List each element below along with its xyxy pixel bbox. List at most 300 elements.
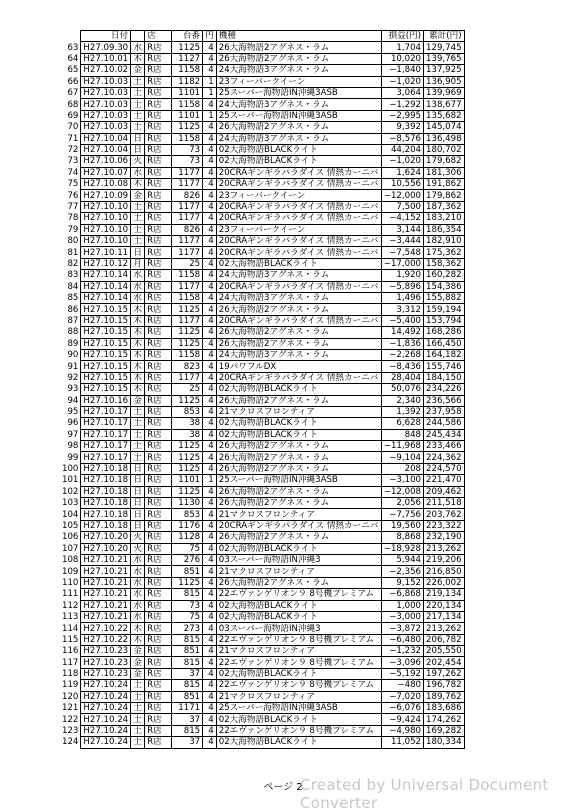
weekday-cell: 日	[131, 498, 145, 509]
model-cell: 20CRAギンギラパラダイス 情熱カーニバ	[216, 247, 381, 258]
store-cell: R店	[145, 543, 172, 554]
date-cell: H27.10.22	[81, 634, 131, 645]
date-cell: H27.10.03	[81, 122, 131, 133]
weekday-cell: 金	[131, 668, 145, 679]
yen-rate-cell: 4	[203, 270, 217, 281]
profit-loss-cell: 848	[381, 429, 423, 440]
table-row	[62, 338, 464, 349]
profit-loss-cell: −5,400	[381, 315, 423, 326]
yen-rate-cell: 4	[203, 213, 217, 224]
profit-loss-cell: −3,872	[381, 623, 423, 634]
profit-loss-cell: 1,704	[381, 42, 423, 53]
yen-rate-cell: 4	[203, 338, 217, 349]
model-cell: 02大海物語BLACKライト	[216, 429, 381, 440]
profit-loss-cell: 1,496	[381, 292, 423, 303]
unit-number-cell: 1130	[172, 498, 203, 509]
profit-loss-cell: −18,928	[381, 543, 423, 554]
table-row	[62, 327, 464, 338]
cumulative-cell: 164,182	[424, 349, 465, 360]
yen-rate-cell: 4	[203, 304, 217, 315]
store-cell: R店	[145, 486, 172, 497]
store-cell: R店	[145, 327, 172, 338]
table-row	[62, 554, 464, 565]
profit-loss-cell: −7,548	[381, 247, 423, 258]
yen-rate-cell: 4	[203, 122, 217, 133]
model-cell: 26大海物語2アグネス・ラム	[216, 304, 381, 315]
profit-loss-cell: 10,556	[381, 179, 423, 190]
model-cell: 02大海物語BLACKライト	[216, 156, 381, 167]
profit-loss-cell: −6,480	[381, 634, 423, 645]
row-number: 69	[62, 110, 81, 121]
unit-number-cell: 815	[172, 589, 203, 600]
cumulative-cell: 129,745	[424, 42, 465, 53]
row-number: 120	[62, 691, 81, 702]
model-cell: 22エヴァンゲリオン９ 8号機プレミアム	[216, 589, 381, 600]
model-cell: 25スーパー海物語IN沖縄3ASB	[216, 110, 381, 121]
table-row	[62, 315, 464, 326]
cumulative-cell: 186,354	[424, 224, 465, 235]
profit-loss-cell: −6,076	[381, 703, 423, 714]
store-cell: R店	[145, 714, 172, 725]
cumulative-cell: 183,686	[424, 703, 465, 714]
profit-loss-cell: −1,232	[381, 646, 423, 657]
profit-loss-cell: 1,920	[381, 270, 423, 281]
store-cell: R店	[145, 53, 172, 64]
yen-rate-cell: 4	[203, 725, 217, 736]
row-number: 82	[62, 258, 81, 269]
unit-number-cell: 37	[172, 668, 203, 679]
row-number: 118	[62, 668, 81, 679]
header-unit-number: 台番	[172, 31, 203, 42]
header-row-number	[62, 31, 81, 42]
profit-loss-cell: −4,980	[381, 725, 423, 736]
table-row	[62, 99, 464, 110]
weekday-cell: 水	[131, 577, 145, 588]
header-store: 店	[145, 31, 172, 42]
row-number: 124	[62, 737, 81, 748]
date-cell: H27.10.15	[81, 315, 131, 326]
store-cell: R店	[145, 190, 172, 201]
model-cell: 02大海物語BLACKライト	[216, 600, 381, 611]
table-row	[62, 634, 464, 645]
row-number: 111	[62, 589, 81, 600]
unit-number-cell: 1177	[172, 315, 203, 326]
unit-number-cell: 276	[172, 554, 203, 565]
row-number: 95	[62, 406, 81, 417]
profit-loss-cell: −1,292	[381, 99, 423, 110]
unit-number-cell: 853	[172, 406, 203, 417]
row-number: 91	[62, 361, 81, 372]
cumulative-cell: 216,850	[424, 566, 465, 577]
unit-number-cell: 815	[172, 657, 203, 668]
date-cell: H27.10.21	[81, 577, 131, 588]
row-number: 105	[62, 520, 81, 531]
row-number: 115	[62, 634, 81, 645]
cumulative-cell: 154,386	[424, 281, 465, 292]
cumulative-cell: 180,334	[424, 737, 465, 748]
weekday-cell: 日	[131, 509, 145, 520]
cumulative-cell: 189,762	[424, 691, 465, 702]
weekday-cell: 水	[131, 589, 145, 600]
unit-number-cell: 1158	[172, 349, 203, 360]
cumulative-cell: 202,454	[424, 657, 465, 668]
date-cell: H27.10.08	[81, 179, 131, 190]
unit-number-cell: 815	[172, 634, 203, 645]
table-row	[62, 589, 464, 600]
profit-loss-cell: −7,756	[381, 509, 423, 520]
model-cell: 20CRAギンギラパラダイス 情熱カーニバ	[216, 179, 381, 190]
row-number: 110	[62, 577, 81, 588]
store-cell: R店	[145, 361, 172, 372]
store-cell: R店	[145, 680, 172, 691]
weekday-cell: 日	[131, 520, 145, 531]
yen-rate-cell: 4	[203, 634, 217, 645]
date-cell: H27.10.15	[81, 384, 131, 395]
weekday-cell: 土	[131, 87, 145, 98]
date-cell: H27.10.16	[81, 395, 131, 406]
weekday-cell: 水	[131, 611, 145, 622]
unit-number-cell: 1177	[172, 213, 203, 224]
row-number: 117	[62, 657, 81, 668]
yen-rate-cell: 1	[203, 87, 217, 98]
table-row	[62, 498, 464, 509]
unit-number-cell: 1125	[172, 452, 203, 463]
profit-loss-cell: 3,064	[381, 87, 423, 98]
table-row	[62, 304, 464, 315]
cumulative-cell: 196,782	[424, 680, 465, 691]
weekday-cell: 水	[131, 42, 145, 53]
table-row	[62, 395, 464, 406]
store-cell: R店	[145, 520, 172, 531]
date-cell: H27.10.14	[81, 270, 131, 281]
yen-rate-cell: 4	[203, 611, 217, 622]
model-cell: 26大海物語2アグネス・ラム	[216, 327, 381, 338]
date-cell: H27.10.02	[81, 65, 131, 76]
cumulative-cell: 197,262	[424, 668, 465, 679]
cumulative-cell: 169,282	[424, 725, 465, 736]
unit-number-cell: 1127	[172, 53, 203, 64]
model-cell: 22エヴァンゲリオン９ 8号機プレミアム	[216, 634, 381, 645]
row-number: 90	[62, 349, 81, 360]
model-cell: 20CRAギンギラパラダイス 情熱カーニバ	[216, 201, 381, 212]
table-row	[62, 53, 464, 64]
unit-number-cell: 1177	[172, 281, 203, 292]
yen-rate-cell: 4	[203, 486, 217, 497]
profit-loss-cell: 208	[381, 463, 423, 474]
row-number: 78	[62, 213, 81, 224]
date-cell: H27.10.24	[81, 691, 131, 702]
model-cell: 22エヴァンゲリオン９ 8号機プレミアム	[216, 657, 381, 668]
model-cell: 26大海物語2アグネス・ラム	[216, 53, 381, 64]
yen-rate-cell: 4	[203, 65, 217, 76]
model-cell: 22エヴァンゲリオン９ 8号機プレミアム	[216, 680, 381, 691]
date-cell: H27.10.11	[81, 247, 131, 258]
yen-rate-cell: 4	[203, 646, 217, 657]
store-cell: R店	[145, 65, 172, 76]
table-row	[62, 42, 464, 53]
cumulative-cell: 233,466	[424, 441, 465, 452]
profit-loss-cell: −9,104	[381, 452, 423, 463]
row-number: 94	[62, 395, 81, 406]
weekday-cell: 金	[131, 395, 145, 406]
table-row	[62, 566, 464, 577]
model-cell: 21マクロスフロンティア	[216, 566, 381, 577]
date-cell: H27.10.04	[81, 133, 131, 144]
yen-rate-cell: 4	[203, 737, 217, 748]
weekday-cell: 木	[131, 634, 145, 645]
row-number: 99	[62, 452, 81, 463]
date-cell: H27.10.10	[81, 224, 131, 235]
weekday-cell: 金	[131, 646, 145, 657]
unit-number-cell: 851	[172, 646, 203, 657]
table-row	[62, 372, 464, 383]
model-cell: 23フィーバークイーン	[216, 190, 381, 201]
date-cell: H27.10.17	[81, 418, 131, 429]
table-row	[62, 475, 464, 486]
store-cell: R店	[145, 668, 172, 679]
date-cell: H27.10.03	[81, 110, 131, 121]
cumulative-cell: 145,074	[424, 122, 465, 133]
model-cell: 02大海物語BLACKライト	[216, 144, 381, 155]
row-number: 102	[62, 486, 81, 497]
model-cell: 24大海物語3アグネス・ラム	[216, 99, 381, 110]
model-cell: 24大海物語3アグネス・ラム	[216, 270, 381, 281]
row-number: 79	[62, 224, 81, 235]
row-number: 66	[62, 76, 81, 87]
date-cell: H27.10.24	[81, 737, 131, 748]
store-cell: R店	[145, 384, 172, 395]
date-cell: H27.10.07	[81, 167, 131, 178]
row-number: 63	[62, 42, 81, 53]
date-cell: H27.10.15	[81, 349, 131, 360]
date-cell: H27.10.24	[81, 714, 131, 725]
yen-rate-cell: 4	[203, 179, 217, 190]
profit-loss-cell: 6,628	[381, 418, 423, 429]
weekday-cell: 木	[131, 53, 145, 64]
model-cell: 24大海物語3アグネス・ラム	[216, 349, 381, 360]
yen-rate-cell: 4	[203, 372, 217, 383]
profit-loss-cell: 28,404	[381, 372, 423, 383]
date-cell: H27.10.20	[81, 532, 131, 543]
table-row	[62, 725, 464, 736]
yen-rate-cell: 4	[203, 384, 217, 395]
store-cell: R店	[145, 122, 172, 133]
yen-rate-cell: 4	[203, 668, 217, 679]
store-cell: R店	[145, 691, 172, 702]
date-cell: H27.10.18	[81, 475, 131, 486]
store-cell: R店	[145, 406, 172, 417]
weekday-cell: 日	[131, 475, 145, 486]
cumulative-cell: 224,362	[424, 452, 465, 463]
weekday-cell: 火	[131, 156, 145, 167]
store-cell: R店	[145, 589, 172, 600]
cumulative-cell: 138,677	[424, 99, 465, 110]
store-cell: R店	[145, 247, 172, 258]
model-cell: 20CRAギンギラパラダイス 情熱カーニバ	[216, 213, 381, 224]
row-number: 97	[62, 429, 81, 440]
store-cell: R店	[145, 657, 172, 668]
row-number: 85	[62, 292, 81, 303]
yen-rate-cell: 4	[203, 463, 217, 474]
date-cell: H27.10.15	[81, 304, 131, 315]
weekday-cell: 水	[131, 167, 145, 178]
profit-loss-cell: −4,152	[381, 213, 423, 224]
yen-rate-cell: 4	[203, 680, 217, 691]
row-number: 107	[62, 543, 81, 554]
model-cell: 20CRAギンギラパラダイス 情熱カーニバ	[216, 315, 381, 326]
table-row	[62, 65, 464, 76]
weekday-cell: 月	[131, 258, 145, 269]
model-cell: 24大海物語3アグネス・ラム	[216, 133, 381, 144]
profit-loss-cell: 9,392	[381, 122, 423, 133]
cumulative-cell: 187,362	[424, 201, 465, 212]
cumulative-cell: 183,210	[424, 213, 465, 224]
date-cell: H27.10.15	[81, 361, 131, 372]
date-cell: H27.10.24	[81, 725, 131, 736]
store-cell: R店	[145, 600, 172, 611]
profit-loss-cell: 7,500	[381, 201, 423, 212]
cumulative-cell: 221,470	[424, 475, 465, 486]
model-cell: 20CRAギンギラパラダイス 情熱カーニバ	[216, 372, 381, 383]
row-number: 116	[62, 646, 81, 657]
date-cell: H27.10.10	[81, 236, 131, 247]
yen-rate-cell: 4	[203, 452, 217, 463]
unit-number-cell: 25	[172, 258, 203, 269]
model-cell: 26大海物語2アグネス・ラム	[216, 577, 381, 588]
store-cell: R店	[145, 87, 172, 98]
store-cell: R店	[145, 634, 172, 645]
model-cell: 02大海物語BLACKライト	[216, 737, 381, 748]
unit-number-cell: 1158	[172, 65, 203, 76]
weekday-cell: 水	[131, 566, 145, 577]
weekday-cell: 土	[131, 224, 145, 235]
yen-rate-cell: 4	[203, 247, 217, 258]
table-row	[62, 406, 464, 417]
unit-number-cell: 25	[172, 384, 203, 395]
store-cell: R店	[145, 372, 172, 383]
table-row	[62, 441, 464, 452]
store-cell: R店	[145, 236, 172, 247]
date-cell: H27.10.10	[81, 201, 131, 212]
yen-rate-cell: 4	[203, 498, 217, 509]
results-table	[62, 30, 465, 749]
cumulative-cell: 139,969	[424, 87, 465, 98]
model-cell: 22エヴァンゲリオン９ 8号機プレミアム	[216, 725, 381, 736]
weekday-cell: 土	[131, 429, 145, 440]
store-cell: R店	[145, 179, 172, 190]
header-row	[62, 31, 464, 42]
table-row	[62, 486, 464, 497]
yen-rate-cell: 4	[203, 156, 217, 167]
watermark: Created by Universal Document Converter	[300, 776, 549, 812]
row-number: 96	[62, 418, 81, 429]
store-cell: R店	[145, 737, 172, 748]
yen-rate-cell: 4	[203, 589, 217, 600]
profit-loss-cell: 10,020	[381, 53, 423, 64]
model-cell: 23フィーバークイーン	[216, 224, 381, 235]
date-cell: H27.10.17	[81, 406, 131, 417]
cumulative-cell: 213,262	[424, 623, 465, 634]
cumulative-cell: 217,134	[424, 611, 465, 622]
profit-loss-cell: −6,868	[381, 589, 423, 600]
cumulative-cell: 184,150	[424, 372, 465, 383]
model-cell: 19パワフルDX	[216, 361, 381, 372]
yen-rate-cell: 4	[203, 167, 217, 178]
date-cell: H27.10.15	[81, 372, 131, 383]
date-cell: H27.10.21	[81, 589, 131, 600]
date-cell: H27.10.10	[81, 213, 131, 224]
cumulative-cell: 219,134	[424, 589, 465, 600]
unit-number-cell: 38	[172, 418, 203, 429]
cumulative-cell: 219,206	[424, 554, 465, 565]
model-cell: 20CRAギンギラパラダイス 情熱カーニバ	[216, 520, 381, 531]
weekday-cell: 木	[131, 327, 145, 338]
date-cell: H27.10.18	[81, 520, 131, 531]
unit-number-cell: 853	[172, 509, 203, 520]
weekday-cell: 木	[131, 361, 145, 372]
weekday-cell: 土	[131, 406, 145, 417]
store-cell: R店	[145, 498, 172, 509]
row-number: 73	[62, 156, 81, 167]
header-day	[131, 31, 145, 42]
unit-number-cell: 1125	[172, 441, 203, 452]
date-cell: H27.10.15	[81, 338, 131, 349]
weekday-cell: 土	[131, 213, 145, 224]
yen-rate-cell: 4	[203, 509, 217, 520]
store-cell: R店	[145, 475, 172, 486]
model-cell: 21マクロスフロンティア	[216, 646, 381, 657]
store-cell: R店	[145, 646, 172, 657]
store-cell: R店	[145, 110, 172, 121]
store-cell: R店	[145, 304, 172, 315]
unit-number-cell: 1101	[172, 87, 203, 98]
row-number: 122	[62, 714, 81, 725]
unit-number-cell: 73	[172, 600, 203, 611]
weekday-cell: 水	[131, 292, 145, 303]
table-row	[62, 611, 464, 622]
table-row	[62, 418, 464, 429]
yen-rate-cell: 4	[203, 315, 217, 326]
profit-loss-cell: −8,576	[381, 133, 423, 144]
table-row	[62, 680, 464, 691]
unit-number-cell: 1177	[172, 179, 203, 190]
date-cell: H27.10.04	[81, 144, 131, 155]
cumulative-cell: 181,306	[424, 167, 465, 178]
page-footer: ページ 2	[263, 782, 303, 793]
model-cell: 26大海物語2アグネス・ラム	[216, 532, 381, 543]
row-number: 101	[62, 475, 81, 486]
profit-loss-cell: −2,268	[381, 349, 423, 360]
store-cell: R店	[145, 338, 172, 349]
yen-rate-cell: 4	[203, 281, 217, 292]
store-cell: R店	[145, 167, 172, 178]
cumulative-cell: 205,550	[424, 646, 465, 657]
cumulative-cell: 244,586	[424, 418, 465, 429]
row-number: 72	[62, 144, 81, 155]
table-row	[62, 532, 464, 543]
date-cell: H27.10.17	[81, 452, 131, 463]
unit-number-cell: 1125	[172, 486, 203, 497]
model-cell: 26大海物語2アグネス・ラム	[216, 498, 381, 509]
date-cell: H27.10.21	[81, 566, 131, 577]
cumulative-cell: 155,746	[424, 361, 465, 372]
row-number: 65	[62, 65, 81, 76]
date-cell: H27.10.03	[81, 87, 131, 98]
store-cell: R店	[145, 725, 172, 736]
table-row	[62, 201, 464, 212]
store-cell: R店	[145, 349, 172, 360]
yen-rate-cell: 4	[203, 714, 217, 725]
